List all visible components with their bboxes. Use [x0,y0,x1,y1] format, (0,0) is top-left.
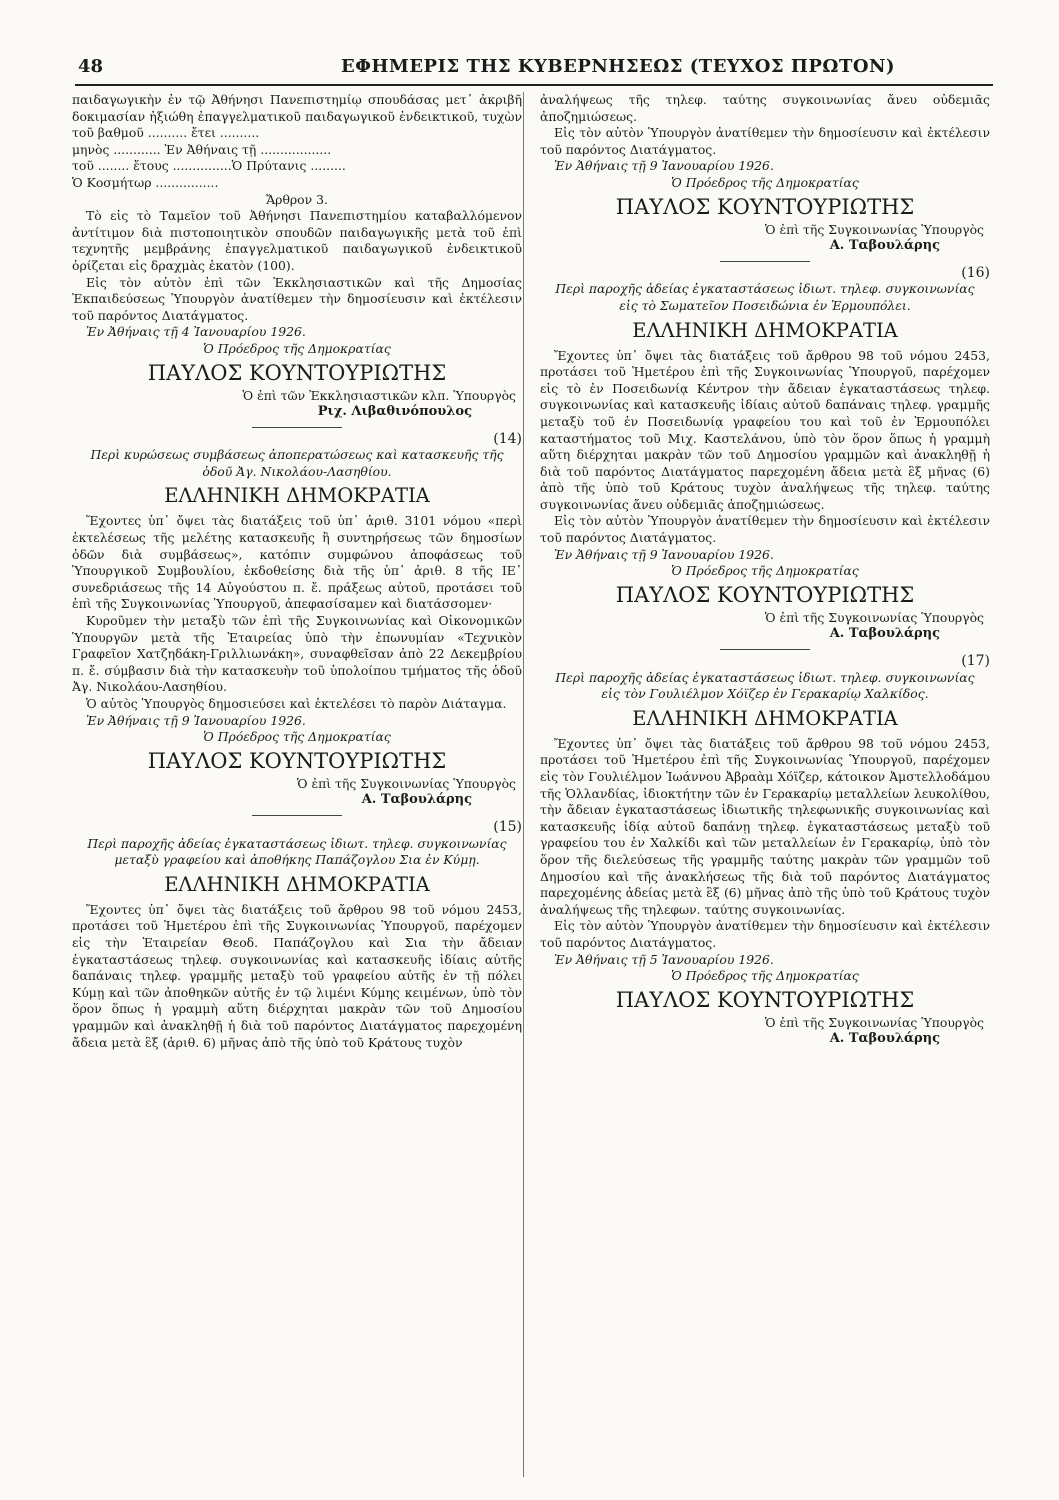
decree-title: Περὶ κυρώσεως συμβάσεως ἀποπερατώσεως καὶ κατασκευῆς τῆς ὁδοῦ Ἀγ. Νικολάου-Λασηθίου. [90,447,504,479]
decree-title: Περὶ παροχῆς ἀδείας ἐγκαταστάσεως ἰδιωτ. τηλεφ. συγκοινωνίας εἰς τὸ Σωματεῖον Ποσειδώνια ἐν Ἑρμουπόλει. [555,281,975,313]
minister-label: Ὁ ἐπὶ τῆς Συγκοινωνίας Ὑπουργὸς [764,1014,984,1030]
president-label: Ὁ Πρόεδρος τῆς Δημοκρατίας [203,340,391,356]
minister-label: Ὁ ἐπὶ τῆς Συγκοινωνίας Ὑπουργὸς [296,775,516,791]
left-column [72,92,522,1477]
minister-signature: Α. Ταβουλάρης [361,792,472,808]
intro-text: τοῦ ........ ἔτους ...............Ὁ Πρύτανις ......... [72,158,346,174]
decree-heading: ΕΛΛΗΝΙΚΗ ΔΗΜΟΚΡΑΤΙΑ [164,872,430,896]
date-line: Ἐν Ἀθήναις τῇ 4 Ἰανουαρίου 1926. [86,324,306,340]
execution-clause: Εἰς τὸν αὐτὸν ἐπὶ τῶν Ἐκκλησιαστικῶν καὶ τῆς Δημοσίας Ἐκπαιδεύσεως Ὑπουργὸν ἀνατίθεμεν τὴν δημοσίευσιν καὶ ἐκτέλεσιν τοῦ παρόντος Διατάγματος. [72,274,522,323]
decree-number: (17) [961,653,990,670]
decree-heading: ΕΛΛΗΝΙΚΗ ΔΗΜΟΚΡΑΤΙΑ [632,318,898,342]
execution-clause: Εἰς τὸν αὐτὸν Ὑπουργὸν ἀνατίθεμεν τὴν δημοσίευσιν καὶ ἐκτέλεσιν τοῦ παρόντος Διατάγματος. [540,513,990,546]
president-name: ΠΑΥΛΟΣ ΚΟΥΝΤΟΥΡΙΩΤΗΣ [615,582,915,607]
date-line: Ἐν Ἀθήναις τῇ 9 Ἰανουαρίου 1926. [554,546,774,562]
minister-signature: Α. Ταβουλάρης [829,1031,940,1047]
intro-text: μηνὸς ............ Ἐν Ἀθήναις τῇ .................. [72,141,332,157]
decree-paragraph: Κυροῦμεν τὴν μεταξὺ τῶν ἐπὶ τῆς Συγκοινωνίας καὶ Οἰκονομικῶν Ὑπουργῶν μετὰ τῆς Ἑταιρείας ὑπὸ τὴν ἐπωνυμίαν «Τεχνικὸν Γραφεῖον Χατζηδάκη-Γριλλιωνάκη», συναφθεῖσαν ἀπὸ 22 Δεκεμβρίου π. ἔ. σύμβασιν διὰ τὴν κατασκευὴν τοῦ ὑπολοίπου τμήματος τῆς ὁδοῦ Ἀγ. Νικολάου-Λασηθίου. [72,613,522,695]
minister-label: Ὁ ἐπὶ τῶν Ἐκκλησιαστικῶν κλπ. Ὑπουργὸς [242,387,516,403]
article-text: Τὸ εἰς τὸ Ταμεῖον τοῦ Ἀθήνησι Πανεπιστημίου καταβαλλόμενον ἀντίτιμον διὰ πιστοποιητικὸν σπουδῶν παιδαγωγικῆς μετὰ τοῦ ἐπὶ τεχνητῆς μεμβράνης ἐπαγγελματικοῦ παιδαγωγικοῦ ἐνδεικτικοῦ ὁρίζεται εἰς δραχμὰς ἑκατὸν (100). [72,208,522,273]
column-divider [523,92,524,1477]
decree-paragraph: ἀναλήψεως τῆς τηλεφ. ταύτης συγκοινωνίας ἄνευ οὐδεμιᾶς ἀποζημιώσεως. [540,92,990,124]
running-title: ΕΦΗΜΕΡΙΣ ΤΗΣ ΚΥΒΕΡΝΗΣΕΩΣ (ΤΕΥΧΟΣ ΠΡΩΤΟΝ) [341,56,895,77]
minister-label: Ὁ ἐπὶ τῆς Συγκοινωνίας Ὑπουργὸς [764,609,984,625]
execution-clause: Εἰς τὸν αὐτὸν Ὑπουργὸν ἀνατίθεμεν τὴν δημοσίευσιν καὶ ἐκτέλεσιν τοῦ παρόντος Διατάγματος. [540,918,990,950]
decree-paragraph: Ἔχοντες ὑπ᾽ ὄψει τὰς διατάξεις τοῦ ἄρθρου 98 τοῦ νόμου 2453, προτάσει τοῦ Ἡμετέρου ἐπὶ τῆς Συγκοινωνίας Ὑπουργοῦ, παρέχομεν εἰς τὸ ἐν Ποσειδωνίᾳ Κέντρον τὴν ἄδειαν ἐγκαταστάσεως τηλεφ. συγκοινωνίας καὶ κατασκευῆς ἰδίαις αὐτοῦ δαπάναις τηλεφ. γραμμῆς μεταξὺ τοῦ ἐν Ποσειδωνίᾳ γραφείου του καὶ τοῦ ἐν Ἑρμουπόλει καταστήματος τοῦ Μιχ. Καστελάνου, ὑπὸ τὸν ὅρον ὅπως ἡ γραμμὴ αὕτη διέρχηται μακρὰν τῶν τοῦ Δημοσίου γραμμῶν καὶ ἀνακληθῇ ἡ διὰ τοῦ παρόντος Διατάγματος παρεχομένη ἄδεια μετὰ ἓξ μῆνας (6) ἀπὸ τῆς ὑπὸ τοῦ Κράτους τυχὸν ἀναλήψεως τῆς τηλεφ. ταύτης συγκοινωνίας ἄνευ οὐδεμιᾶς ἀποζημιώσεως. [540,347,990,512]
intro-text: παιδαγωγικὴν ἐν τῷ Ἀθήνησι Πανεπιστημίῳ σπουδάσας μετ᾽ ἀκριβῆ δοκιμασίαν ἠξιώθη ἐπαγγελματικοῦ παιδαγωγικοῦ ἐνδεικτικοῦ, τυχὼν τοῦ βαθμοῦ .......... ἔτει .......... [72,92,522,141]
president-name: ΠΑΥΛΟΣ ΚΟΥΝΤΟΥΡΙΩΤΗΣ [147,360,447,385]
section-rule [252,815,342,816]
president-label: Ὁ Πρόεδρος τῆς Δημοκρατίας [671,174,859,190]
date-line: Ἐν Ἀθήναις τῇ 9 Ἰανουαρίου 1926. [86,712,306,728]
section-rule [720,649,810,650]
president-label: Ὁ Πρόεδρος τῆς Δημοκρατίας [671,563,859,579]
section-rule [720,261,810,262]
decree-paragraph: Ὁ αὐτὸς Ὑπουργὸς δημοσιεύσει καὶ ἐκτελέσει τὸ παρὸν Διάταγμα. [86,696,507,711]
right-column [540,92,990,1477]
decree-heading: ΕΛΛΗΝΙΚΗ ΔΗΜΟΚΡΑΤΙΑ [632,706,898,730]
execution-clause: Εἰς τὸν αὐτὸν Ὑπουργὸν ἀνατίθεμεν τὴν δημοσίευσιν καὶ ἐκτέλεσιν τοῦ παρόντος Διατάγματος. [540,125,990,157]
decree-title: Περὶ παροχῆς ἀδείας ἐγκαταστάσεως ἰδιωτ. τηλεφ. συγκοινωνίας μεταξὺ γραφείου καὶ ἀποθήκης Παπάζογλου Σια ἐν Κύμῃ. [87,835,507,868]
president-label: Ὁ Πρόεδρος τῆς Δημοκρατίας [203,729,391,745]
president-name: ΠΑΥΛΟΣ ΚΟΥΝΤΟΥΡΙΩΤΗΣ [615,987,915,1012]
minister-signature: Α. Ταβουλάρης [829,238,940,254]
president-name: ΠΑΥΛΟΣ ΚΟΥΝΤΟΥΡΙΩΤΗΣ [615,194,915,219]
date-line: Ἐν Ἀθήναις τῇ 9 Ἰανουαρίου 1926. [554,158,774,174]
decree-paragraph: Ἔχοντες ὑπ᾽ ὄψει τὰς διατάξεις τοῦ ὑπ᾽ ἀριθ. 3101 νόμου «περὶ ἐκτελέσεως τῆς μελέτης κατασκευῆς ἢ συντηρήσεως τῶν δημοσίων ὁδῶν διὰ συμβάσεως», κατόπιν συμφώνου ἀποφάσεως τοῦ Ὑπουργικοῦ Συμβουλίου, ἐκδοθείσης διὰ τῆς ὑπ᾽ ἀριθ. 8 τῆς ΙΕ᾽ συνεδριάσεως τῆς 14 Αὐγούστου π. ἔ. πράξεως αὐτοῦ, προτάσει τοῦ ἐπὶ τῆς Συγκοινωνίας Ὑπουργοῦ, ἀπεφασίσαμεν καὶ διατάσσομεν· [72,513,522,612]
decree-paragraph: Ἔχοντες ὑπ᾽ ὄψει τὰς διατάξεις τοῦ ἄρθρου 98 τοῦ νόμου 2453, προτάσει τοῦ Ἡμετέρου ἐπὶ τῆς Συγκοινωνίας Ὑπουργοῦ, παρέχομεν εἰς τὸν Γουλιέλμον Ἰωάννου Ἀβραὰμ Χόϊζερ, κάτοικον Ἀμστελλοδάμου τῆς Ὁλλανδίας, ἰδιοκτήτην τῶν ἐν Γερακαρίῳ μεταλλείων λευκολίθου, τὴν ἄδειαν ἐγκαταστάσεως ἰδιωτικῆς τηλεφωνικῆς συγκοινωνίας καὶ κατασκευῆς ἰδίᾳ αὐτοῦ δαπάνῃ τηλεφ. ἐγκαταστάσεως μεταξὺ τοῦ γραφείου του ἐν Χαλκίδι καὶ τῶν μεταλλείων ἐν Γερακαρίῳ, ὑπὸ τὸν ὅρον τῆς διελεύσεως τῆς γραμμῆς ταύτης μακρὰν τῶν γραμμῶν τοῦ Δημοσίου καὶ τῆς ἀνακλήσεως τῆς διὰ τοῦ παρόντος Διατάγματος παρεχομένης ἀδείας μετὰ ἓξ (6) μῆνας ἀπὸ τῆς ὑπὸ τοῦ Κράτους τυχὸν ἀναλήψεως τῆς τηλεφων. ταύτης συγκοινωνίας. [540,735,990,917]
page-number: 48 [78,56,104,77]
decree-title: Περὶ παροχῆς ἀδείας ἐγκαταστάσεως ἰδιωτ. τηλεφ. συγκοινωνίας εἰς τὸν Γουλιέλμον Χόϊζερ ἐν Γερακαρίῳ Χαλκίδος. [555,669,975,702]
minister-signature: Α. Ταβουλάρης [829,626,940,642]
president-label: Ὁ Πρόεδρος τῆς Δημοκρατίας [671,968,859,984]
decree-number: (16) [961,264,990,281]
date-line: Ἐν Ἀθήναις τῇ 5 Ἰανουαρίου 1926. [554,951,774,967]
minister-label: Ὁ ἐπὶ τῆς Συγκοινωνίας Ὑπουργὸς [764,221,984,237]
president-name: ΠΑΥΛΟΣ ΚΟΥΝΤΟΥΡΙΩΤΗΣ [147,748,447,773]
decree-number: (14) [493,430,522,447]
section-rule [252,427,342,428]
page-header [78,56,988,82]
decree-paragraph: Ἔχοντες ὑπ᾽ ὄψει τὰς διατάξεις τοῦ ἄρθρου 98 τοῦ νόμου 2453, προτάσει τοῦ Ἡμετέρου ἐπὶ τῆς Συγκοινωνίας Ὑπουργοῦ, παρέχομεν εἰς τὴν Ἑταιρείαν Θεοδ. Παπάζογλου καὶ Σια τὴν ἄδειαν ἐγκαταστάσεως τηλεφ. συγκοινωνίας καὶ κατασκευῆς ἰδίαις αὐτῆς δαπάναις τηλεφ. γραμμῆς μεταξὺ τοῦ γραφείου αὐτῆς ἐν τῇ πόλει Κύμῃ καὶ τῶν ἀποθηκῶν αὐτῆς ἐν τῷ λιμένι Κύμης κειμένων, ὑπὸ τὸν ὅρον ὅπως ἡ γραμμὴ αὕτη διέρχηται μακρὰν τῶν τοῦ Δημοσίου γραμμῶν καὶ ἀνακληθῇ ἡ διὰ τοῦ παρόντος Διατάγματος παρεχομένη ἄδεια μετὰ ἓξ (ἀριθ. 6) μῆνας ἀπὸ τῆς ὑπὸ τοῦ Κράτους τυχὸν [72,901,522,1050]
decree-heading: ΕΛΛΗΝΙΚΗ ΔΗΜΟΚΡΑΤΙΑ [164,484,430,508]
decree-number: (15) [493,818,522,835]
article-heading: Ἄρθρον 3. [266,191,328,207]
intro-text: Ὁ Κοσμήτωρ ................ [72,174,219,190]
header-rule [75,84,993,86]
minister-signature: Ριχ. Λιβαθινόπουλος [317,404,472,420]
